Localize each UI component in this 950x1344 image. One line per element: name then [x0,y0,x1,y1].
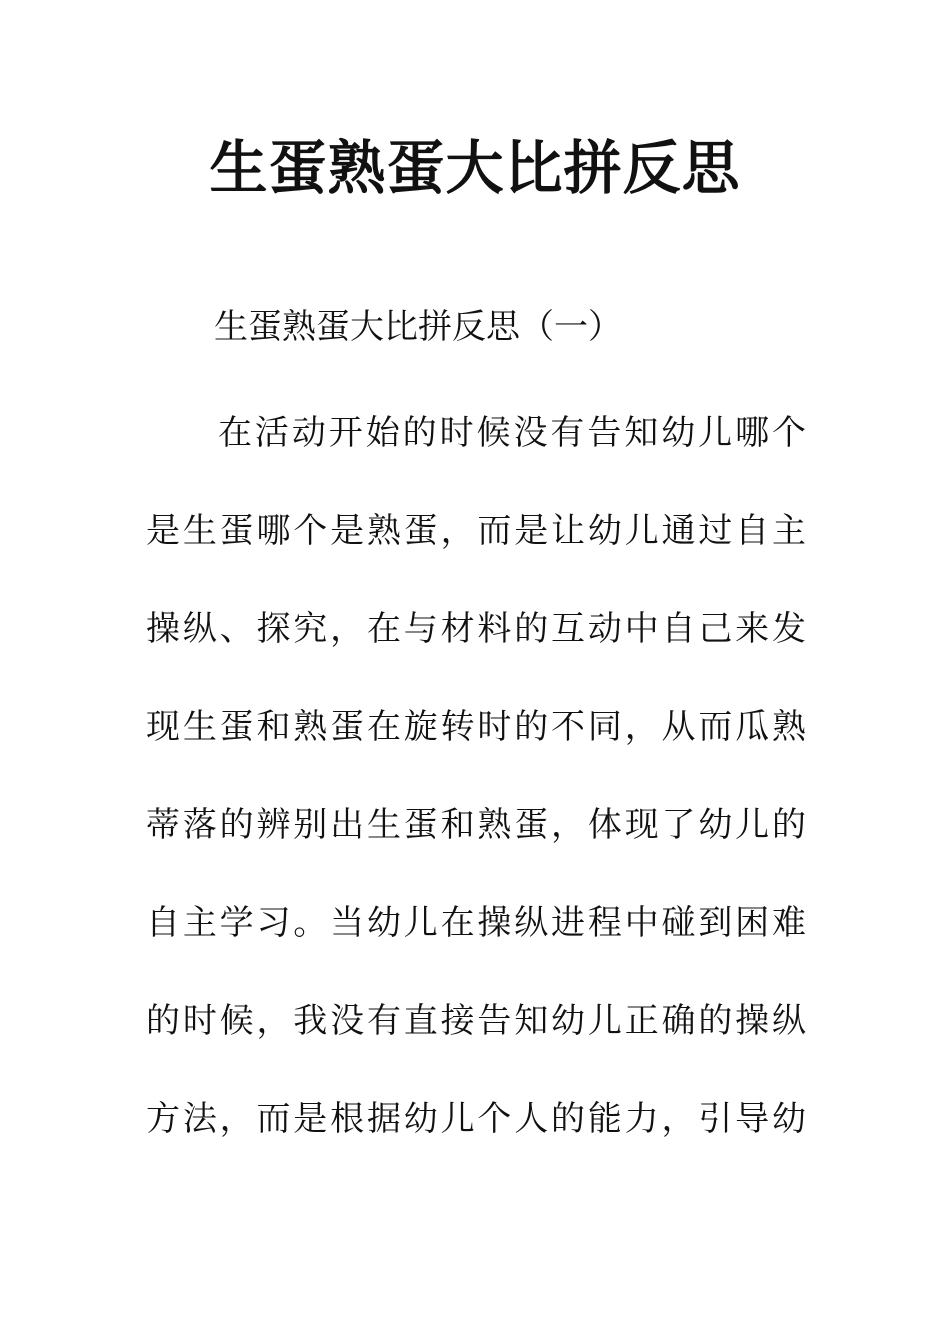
paragraph-line: 方法，而是根据幼儿个人的能力，引导幼 [146,1099,806,1139]
document-body [146,292,806,1168]
document-title: 生蛋熟蛋大比拼反思 [209,134,741,202]
paragraph-line: 的时候，我没有直接告知幼儿正确的操纵 [146,1001,806,1041]
paragraph-line: 在活动开始的时候没有告知幼儿哪个 [218,413,806,453]
paragraph-line: 是生蛋哪个是熟蛋，而是让幼儿通过自主 [146,511,806,551]
body-paragraph [146,384,806,1168]
section-heading: 生蛋熟蛋大比拼反思（一） [214,307,622,347]
paragraph-line: 自主学习。当幼儿在操纵进程中碰到困难 [146,903,806,943]
paragraph-line: 现生蛋和熟蛋在旋转时的不同，从而瓜熟 [146,707,806,747]
paragraph-line: 操纵、探究，在与材料的互动中自己来发 [146,609,806,649]
paragraph-line: 蒂落的辨别出生蛋和熟蛋，体现了幼儿的 [146,805,806,845]
